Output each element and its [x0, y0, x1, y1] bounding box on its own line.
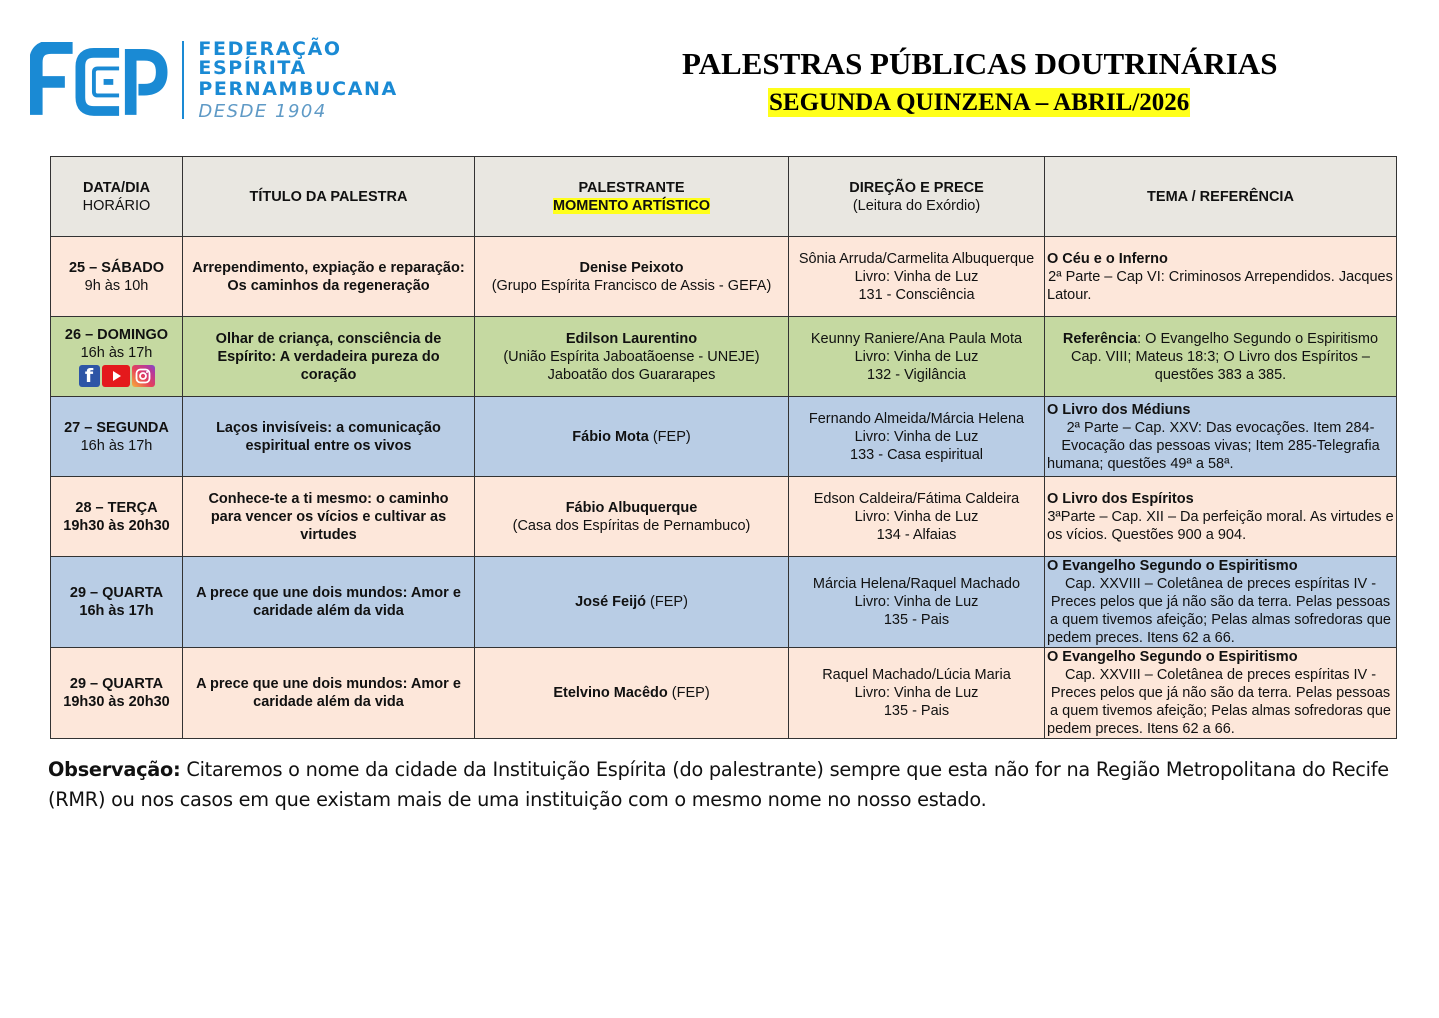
date-cell [51, 557, 183, 648]
theme-text: 2ª Parte – Cap. XXV: Das evocações. Item 284- Evocação das pessoas vivas; Item 285-Telegrafia humana; questões 49ª a 58ª. [1047, 419, 1380, 472]
book-label: Livro: Vinha de Luz [854, 428, 979, 445]
table-row [51, 557, 1397, 648]
speaker-cell [475, 648, 789, 739]
date-cell [51, 317, 183, 397]
book-label: Livro: Vinha de Luz [854, 508, 979, 525]
title-line: Espírito: A verdadeira pureza do [217, 348, 440, 365]
time-label: 9h às 10h [84, 277, 149, 294]
theme-text: Cap. XXVIII – Coletânea de preces espíritas IV - Preces pelos que já não são da terra. Pelas pessoas a quem tivemos afeição; Pelas almas sofredoras que pedem preces. Itens 62 a 66. [1047, 576, 1391, 646]
time-label: 19h30 às 20h30 [63, 517, 170, 534]
direction-names: Keunny Raniere/Ana Paula Mota [810, 330, 1023, 347]
observation-text: Citaremos o nome da cidade da Instituição Espírita (do palestrante) sempre que esta não for na Região Metropolitana do Recife (RMR) ou nos casos em que existam mais de uma instituição com o mesmo nome no nosso estado. [48, 758, 1389, 811]
theme-cell [1045, 557, 1397, 648]
theme-text: Cap. XXVIII – Coletânea de preces espíritas IV - Preces pelos que já não são da terra. Pelas pessoas a quem tivemos afeição; Pelas almas sofredoras que pedem preces. Itens 62 a 66. [1047, 667, 1391, 737]
time-label: 16h às 17h [80, 345, 153, 361]
direction-cell [789, 557, 1045, 648]
direction-names: Márcia Helena/Raquel Machado [812, 576, 1021, 592]
direction-cell [789, 397, 1045, 477]
theme-text: 2ª Parte – Cap VI: Criminosos Arrependidos. Jacques Latour. [1047, 268, 1393, 303]
direction-names: Fernando Almeida/Márcia Helena [808, 410, 1025, 427]
speaker-name: Denise Peixoto [579, 259, 684, 276]
speaker-name: Fábio Albuquerque [565, 499, 698, 516]
speaker-org: (União Espírita Jaboatãoense - UNEJE) [503, 348, 760, 365]
speaker-org: (FEP) [648, 428, 691, 445]
title-line: virtudes [300, 526, 357, 543]
speaker-name: Edilson Laurentino [565, 330, 698, 347]
theme-title: O Livro dos Espíritos [1047, 490, 1194, 507]
direction-cell [789, 237, 1045, 317]
logo-divider [182, 41, 185, 119]
day-label: 25 – SÁBADO [68, 259, 165, 276]
observation-note [48, 755, 1393, 815]
title-cell [183, 397, 475, 477]
time-label: 16h às 17h [80, 437, 153, 454]
speaker-org: (FEP) [646, 594, 688, 610]
speaker-cell [475, 557, 789, 648]
table-row [51, 648, 1397, 739]
speaker-org: (Grupo Espírita Francisco de Assis - GEFA) [491, 277, 772, 294]
document-title: PALESTRAS PÚBLICAS DOUTRINÁRIAS [682, 46, 1278, 81]
date-cell [51, 397, 183, 477]
table-row [51, 237, 1397, 317]
speaker-cell [475, 477, 789, 557]
table-row [51, 477, 1397, 557]
date-cell [51, 648, 183, 739]
lesson-label: 134 - Alfaias [876, 526, 957, 543]
column-header-direction [789, 157, 1045, 237]
title-line: Conhece-te a ti mesmo: o caminho [208, 490, 449, 507]
lesson-label: 135 - Pais [883, 612, 950, 628]
speaker-cell [475, 317, 789, 397]
title-cell [183, 237, 475, 317]
logo-name-line2: PERNAMBUCANA [198, 77, 398, 100]
direction-names: Raquel Machado/Lúcia Maria [822, 667, 1011, 683]
speaker-name: Fábio Mota [572, 428, 649, 445]
title-line: Arrependimento, expiação e reparação: [192, 259, 465, 276]
youtube-icon[interactable] [102, 365, 130, 387]
title-line: A prece que une dois mundos: Amor e [196, 676, 461, 692]
logo-text [198, 37, 450, 122]
speaker-org: (Casa dos Espíritas de Pernambuco) [512, 517, 751, 534]
theme-cell [1045, 648, 1397, 739]
theme-cell [1045, 397, 1397, 477]
theme-cell [1045, 237, 1397, 317]
logo-name-line1: FEDERAÇÃO ESPÍRITA [198, 37, 342, 79]
table-header-row [51, 157, 1397, 237]
date-cell [51, 477, 183, 557]
fep-logo-mark-icon [30, 42, 168, 118]
column-header-direction-label: DIREÇÃO E PRECE [849, 179, 984, 196]
theme-text: 3ªParte – Cap. XII – Da perfeição moral. As virtudes e os vícios. Questões 900 a 904. [1047, 508, 1394, 543]
camera-icon [135, 368, 151, 384]
theme-cell [1045, 317, 1397, 397]
title-line: Laços invisíveis: a comunicação [216, 419, 441, 436]
table-row [51, 397, 1397, 477]
title-cell [183, 648, 475, 739]
logo-since: DESDE 1904 [198, 100, 327, 122]
theme-cell [1045, 477, 1397, 557]
day-label: 26 – DOMINGO [64, 327, 169, 343]
table-row [51, 317, 1397, 397]
direction-cell [789, 477, 1045, 557]
column-header-title: TÍTULO DA PALESTRA [183, 157, 475, 237]
direction-names: Edson Caldeira/Fátima Caldeira [813, 490, 1020, 507]
date-cell [51, 237, 183, 317]
column-header-artistic-moment: MOMENTO ARTÍSTICO [552, 197, 711, 214]
column-header-speaker [475, 157, 789, 237]
title-line: espiritual entre os vivos [245, 437, 412, 454]
title-line: A prece que une dois mundos: Amor e [196, 585, 461, 601]
title-line: para vencer os vícios e cultivar as [210, 508, 447, 525]
day-label: 29 – QUARTA [69, 585, 164, 601]
book-label: Livro: Vinha de Luz [854, 268, 979, 285]
day-label: 28 – TERÇA [75, 499, 158, 516]
play-icon [110, 370, 122, 382]
column-header-theme: TEMA / REFERÊNCIA [1045, 157, 1397, 237]
column-header-time-label: HORÁRIO [82, 197, 151, 214]
theme-text: : O Evangelho Segundo o Espiritismo Cap. VIII; Mateus 18:3; O Livro dos Espíritos – questões 383 a 385. [1071, 330, 1379, 383]
lecture-schedule-table [50, 156, 1397, 739]
title-cell [183, 317, 475, 397]
title-line: Olhar de criança, consciência de [215, 330, 442, 347]
title-line: caridade além da vida [253, 603, 404, 619]
book-label: Livro: Vinha de Luz [854, 594, 979, 610]
theme-label: Referência [1062, 330, 1138, 347]
day-label: 27 – SEGUNDA [64, 419, 169, 436]
speaker-cell [475, 397, 789, 477]
title-line: coração [300, 366, 357, 383]
speaker-cell [475, 237, 789, 317]
title-line: Os caminhos da regeneração [227, 277, 430, 294]
speaker-org: (FEP) [667, 685, 710, 701]
day-label: 29 – QUARTA [69, 676, 164, 692]
theme-title: O Evangelho Segundo o Espiritismo [1047, 558, 1298, 574]
time-label: 16h às 17h [79, 603, 154, 619]
book-label: Livro: Vinha de Luz [854, 348, 979, 365]
direction-cell [789, 317, 1045, 397]
lesson-label: 132 - Vigilância [867, 366, 966, 383]
lesson-label: 135 - Pais [883, 703, 950, 719]
facebook-icon[interactable]: f [79, 365, 100, 387]
lesson-label: 133 - Casa espiritual [850, 446, 983, 463]
speaker-name: José Feijó [575, 594, 647, 610]
speaker-city: Jaboatão dos Guararapes [547, 366, 716, 383]
direction-cell [789, 648, 1045, 739]
title-cell [183, 477, 475, 557]
theme-title: O Livro dos Médiuns [1047, 401, 1191, 418]
lesson-label: 131 - Consciência [858, 286, 975, 303]
column-header-date-label: DATA/DIA [82, 179, 151, 196]
social-links [53, 365, 180, 387]
instagram-icon[interactable] [132, 365, 155, 387]
document-subtitle: SEGUNDA QUINZENA – ABRIL/2026 [769, 89, 1190, 116]
theme-title: O Céu e o Inferno [1047, 250, 1168, 267]
speaker-name: Etelvino Macêdo [553, 685, 668, 701]
direction-names: Sônia Arruda/Carmelita Albuquerque [798, 250, 1035, 267]
column-header-direction-sub: (Leitura do Exórdio) [852, 197, 981, 214]
fep-logo [30, 38, 450, 122]
column-header-speaker-label: PALESTRANTE [578, 179, 685, 196]
observation-label: Observação: [48, 758, 181, 781]
theme-title: O Evangelho Segundo o Espiritismo [1047, 649, 1298, 665]
book-label: Livro: Vinha de Luz [854, 685, 979, 701]
time-label: 19h30 às 20h30 [63, 694, 170, 710]
column-header-date [51, 157, 183, 237]
title-line: caridade além da vida [253, 694, 404, 710]
title-cell [183, 557, 475, 648]
